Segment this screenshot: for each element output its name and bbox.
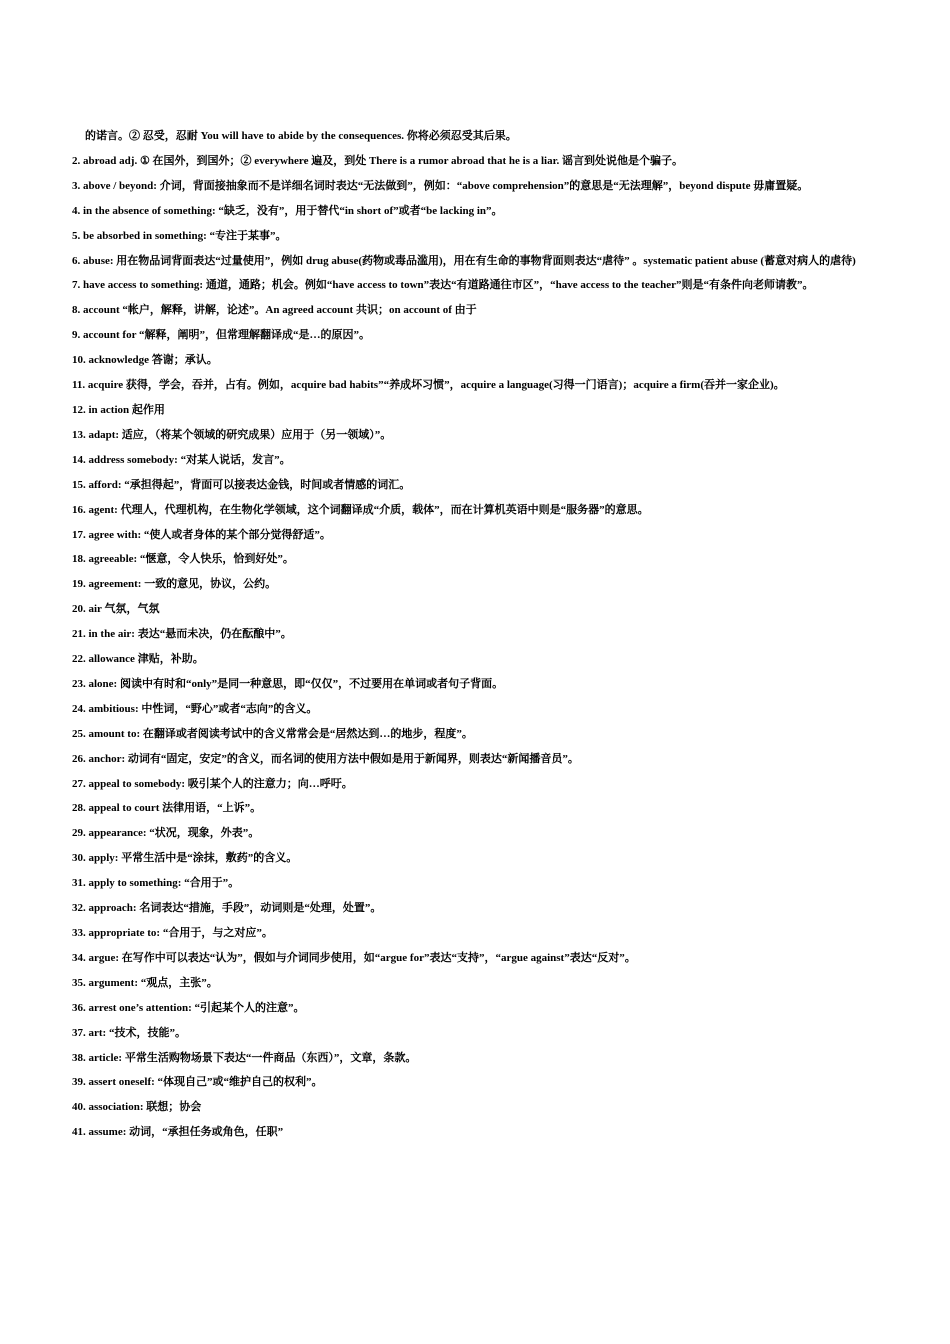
vocab-entry-8: 8. account “帐户，解释，讲解，论述”。An agreed account 共识；on account of 由于 <box>72 304 477 317</box>
vocab-entry-27: 27. appeal to somebody: 吸引某个人的注意力；向…呼吁。 <box>72 777 353 790</box>
vocab-entry-25: 25. amount to: 在翻译或者阅读考试中的含义常常会是“居然达到…的地步，程度”。 <box>72 727 473 740</box>
vocab-entry-13: 13. adapt: 适应，（将某个领域的研究成果）应用于（另一领域）”。 <box>72 428 392 441</box>
vocab-entry-22: 22. allowance 津贴，补助。 <box>72 653 204 666</box>
vocab-entry-26: 26. anchor: 动词有“固定，安定”的含义，而名词的使用方法中假如是用于新闻界，则表达“新闻播音员”。 <box>72 752 579 765</box>
vocab-entry-15: 15. afford: “承担得起”，背面可以接表达金钱，时间或者情感的词汇。 <box>72 478 411 491</box>
vocab-entry-9: 9. account for “解释，阐明”，但常理解翻译成“是…的原因”。 <box>72 329 371 342</box>
vocab-entry-4: 4. in the absence of something: “缺乏，没有”，用于替代“in short of”或者“be lacking in”。 <box>72 204 503 217</box>
vocab-entry-38: 38. article: 平常生活购物场景下表达“一件商品（东西）”，文章，条款。 <box>72 1051 417 1064</box>
vocab-entry-2: 2. abroad adj. ① 在国外，到国外；② everywhere 遍及，到处 There is a rumor abroad that he is a liar. 谣言到处说他是个骗子。 <box>72 154 683 167</box>
vocab-entry-34: 34. argue: 在写作中可以表达“认为”，假如与介词同步使用，如“argue for”表达“支持”，“argue against”表达“反对”。 <box>72 951 636 964</box>
vocab-entry-5: 5. be absorbed in something: “专注于某事”。 <box>72 229 287 242</box>
vocab-entry-33: 33. appropriate to: “合用于，与之对应”。 <box>72 927 273 939</box>
vocab-entry-17: 17. agree with: “使人或者身体的某个部分觉得舒适”。 <box>72 528 331 541</box>
vocab-entry-32: 32. approach: 名词表达“措施，手段”，动词则是“处理，处置”。 <box>72 902 382 915</box>
vocab-entry-31: 31. apply to something: “合用于”。 <box>72 877 240 890</box>
vocab-entry-28: 28. appeal to court 法律用语，“上诉”。 <box>72 802 262 815</box>
vocab-entry-7: 7. have access to something: 通道，通路；机会。例如“have access to town”表达“有道路通往市区”，“have access to the teacher”则是“有条件向老师请教”。 <box>72 279 814 292</box>
vocab-entry-29: 29. appearance: “状况，现象，外表”。 <box>72 827 260 840</box>
vocab-entry-24: 24. ambitious: 中性词，“野心”或者“志向”的含义。 <box>72 702 318 715</box>
vocab-entry-16: 16. agent: 代理人，代理机构，在生物化学领域，这个词翻译成“介质，载体”，而在计算机英语中则是“服务器”的意思。 <box>72 503 649 516</box>
vocab-entry-36: 36. arrest one’s attention: “引起某个人的注意”。 <box>72 1001 305 1014</box>
vocab-entry-30: 30. apply: 平常生活中是“涂抹，敷药”的含义。 <box>72 852 298 865</box>
vocab-entry-1-continuation: 的诺言。② 忍受，忍耐 You will have to abide by the consequences. 你将必须忍受其后果。 <box>85 130 517 142</box>
vocab-entry-21: 21. in the air: 表达“悬而未决，仍在酝酿中”。 <box>72 628 292 641</box>
vocab-entry-35: 35. argument: “观点，主张”。 <box>72 976 218 989</box>
vocab-entry-18: 18. agreeable: “惬意，令人快乐，恰到好处”。 <box>72 553 294 566</box>
document-page <box>72 124 878 1145</box>
vocab-entry-12: 12. in action 起作用 <box>72 403 165 416</box>
vocab-entry-37: 37. art: “技术，技能”。 <box>72 1026 186 1039</box>
vocab-entry-39: 39. assert oneself: “体现自己”或“维护自己的权利”。 <box>72 1076 323 1089</box>
vocab-entry-11: 11. acquire 获得，学会，吞并，占有。例如，acquire bad habits”“养成坏习惯”，acquire a language(习得一门语言)；acquire a firm(吞并一家企业)。 <box>72 379 785 392</box>
vocab-entry-40: 40. association: 联想；协会 <box>72 1101 202 1114</box>
vocab-entry-10: 10. acknowledge 答谢；承认。 <box>72 354 218 367</box>
vocab-entry-6: 6. abuse: 用在物品词背面表达“过量使用”，例如 drug abuse(药物或毒品滥用)，用在有生命的事物背面则表达“虐待” 。systematic patient abuse (蓄意对病人的虐待) <box>72 254 856 267</box>
vocab-entry-20: 20. air 气氛，气氛 <box>72 603 160 616</box>
vocab-entry-41: 41. assume: 动词，“承担任务或角色，任职” <box>72 1126 284 1139</box>
vocab-entry-23: 23. alone: 阅读中有时和“only”是同一种意思，即“仅仅”，不过要用在单词或者句子背面。 <box>72 677 504 690</box>
vocab-entry-19: 19. agreement: 一致的意见，协议，公约。 <box>72 578 277 591</box>
vocab-entry-14: 14. address somebody: “对某人说话，发言”。 <box>72 453 291 466</box>
vocab-entry-3: 3. above / beyond: 介词，背面接抽象而不是详细名词时表达“无法做到”，例如：“above comprehension”的意思是“无法理解”，beyond dispute 毋庸置疑。 <box>72 179 809 192</box>
